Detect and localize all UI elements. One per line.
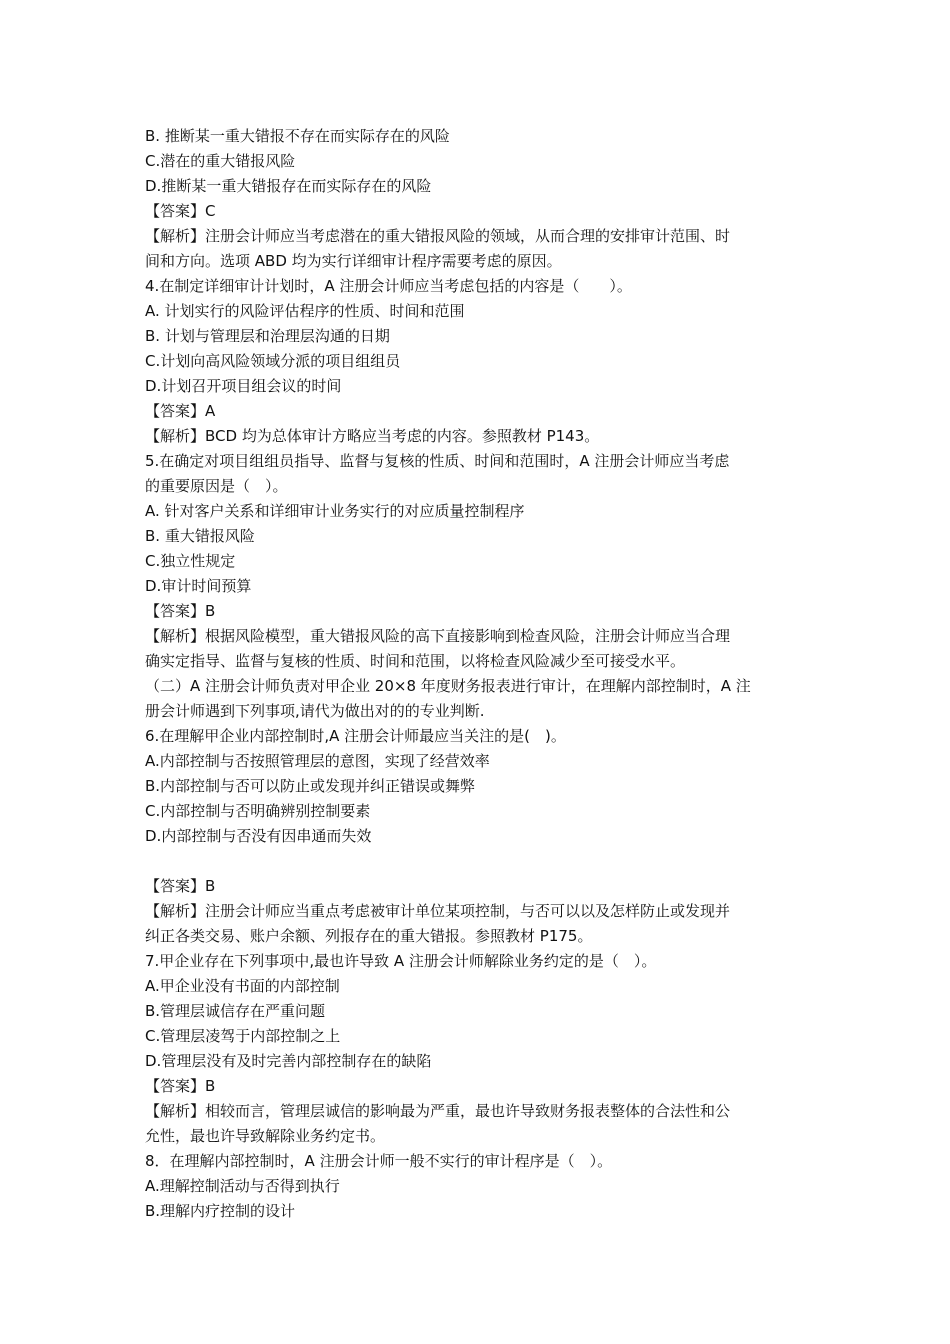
blank-line	[145, 849, 810, 874]
document-page	[145, 124, 810, 1224]
option-line: D.推断某一重大错报存在而实际存在的风险	[145, 177, 432, 195]
option-line: C.潜在的重大错报风险	[145, 152, 296, 170]
question-4: 4.在制定详细审计计划时，A 注册会计师应当考虑包括的内容是（ ）。	[145, 277, 632, 295]
option-line: D.内部控制与否没有因串通而失效	[145, 827, 372, 845]
analysis-line: 【解析】相较而言，管理层诚信的影响最为严重，最也许导致财务报表整体的合法性和公	[145, 1102, 731, 1120]
option-line: D.管理层没有及时完善内部控制存在的缺陷	[145, 1052, 432, 1070]
analysis-line: 允性，最也许导致解除业务约定书。	[145, 1127, 386, 1145]
option-line: B.内部控制与否可以防止或发现并纠正错误或舞弊	[145, 777, 476, 795]
section-heading: （二）A 注册会计师负责对甲企业 20×8 年度财务报表进行审计，在理解内部控制时，A 注	[145, 677, 751, 695]
answer-line: 【答案】C	[145, 202, 216, 220]
analysis-line: 【解析】BCD 均为总体审计方略应当考虑的内容。参照教材 P143。	[145, 427, 600, 445]
question-5-cont: 的重要原因是（ ）。	[145, 477, 288, 495]
question-8: 8．在理解内部控制时，A 注册会计师一般不实行的审计程序是（ ）。	[145, 1152, 613, 1170]
option-line: A.甲企业没有书面的内部控制	[145, 977, 340, 995]
analysis-line: 纠正各类交易、账户余额、列报存在的重大错报。参照教材 P175。	[145, 927, 593, 945]
answer-line: 【答案】A	[145, 402, 216, 420]
option-line: D.计划召开项目组会议的时间	[145, 377, 342, 395]
option-line: C.计划向高风险领域分派的项目组组员	[145, 352, 401, 370]
answer-line: 【答案】B	[145, 1077, 216, 1095]
option-line: B. 重大错报风险	[145, 527, 255, 545]
option-line: B.理解内疗控制的设计	[145, 1202, 296, 1220]
option-line: A. 针对客户关系和详细审计业务实行的对应质量控制程序	[145, 502, 525, 520]
answer-line: 【答案】B	[145, 602, 216, 620]
question-7: 7.甲企业存在下列事项中,最也许导致 A 注册会计师解除业务约定的是（ ）。	[145, 952, 657, 970]
analysis-line: 【解析】注册会计师应当考虑潜在的重大错报风险的领域，从而合理的安排审计范围、时	[145, 227, 731, 245]
analysis-line: 确实定指导、监督与复核的性质、时间和范围，以将检查风险减少至可接受水平。	[145, 652, 686, 670]
question-5: 5.在确定对项目组组员指导、监督与复核的性质、时间和范围时，A 注册会计师应当考虑	[145, 452, 730, 470]
answer-line: 【答案】B	[145, 877, 216, 895]
option-line: C.内部控制与否明确辨别控制要素	[145, 802, 371, 820]
question-6: 6.在理解甲企业内部控制时,A 注册会计师最应当关注的是( )。	[145, 727, 566, 745]
analysis-line: 【解析】根据风险模型，重大错报风险的高下直接影响到检查风险，注册会计师应当合理	[145, 627, 731, 645]
option-line: C.管理层凌驾于内部控制之上	[145, 1027, 341, 1045]
section-heading-cont: 册会计师遇到下列事项,请代为做出对的的专业判断.	[145, 702, 485, 720]
option-line: C.独立性规定	[145, 552, 236, 570]
analysis-line: 间和方向。选项 ABD 均为实行详细审计程序需要考虑的原因。	[145, 252, 562, 270]
option-line: B. 推断某一重大错报不存在而实际存在的风险	[145, 127, 450, 145]
option-line: B. 计划与管理层和治理层沟通的日期	[145, 327, 390, 345]
option-line: A.理解控制活动与否得到执行	[145, 1177, 340, 1195]
analysis-line: 【解析】注册会计师应当重点考虑被审计单位某项控制，与否可以以及怎样防止或发现并	[145, 902, 731, 920]
option-line: B.管理层诚信存在严重问题	[145, 1002, 326, 1020]
option-line: A. 计划实行的风险评估程序的性质、时间和范围	[145, 302, 465, 320]
option-line: D.审计时间预算	[145, 577, 252, 595]
option-line: A.内部控制与否按照管理层的意图，实现了经营效率	[145, 752, 490, 770]
